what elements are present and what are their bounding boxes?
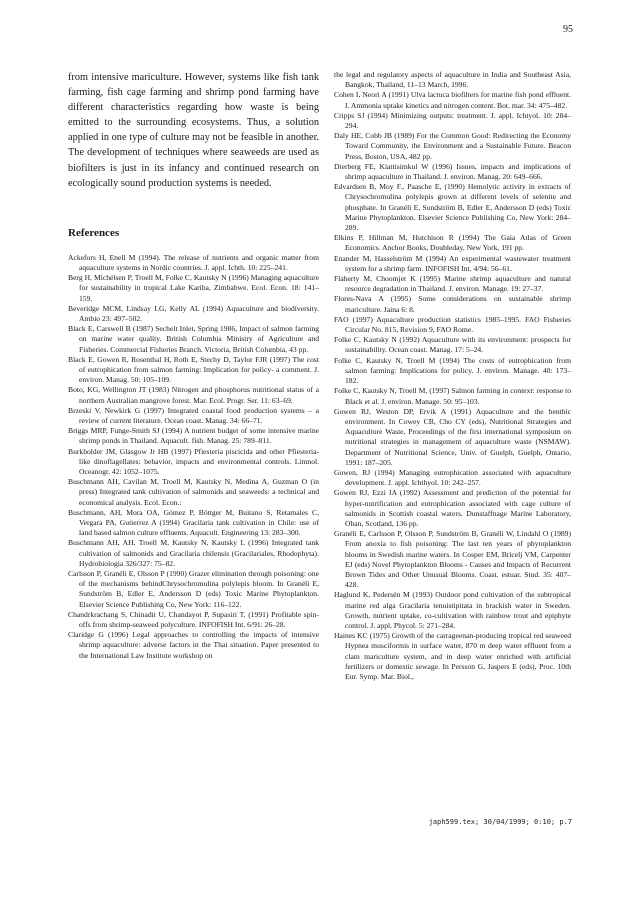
reference-entry: Boto, KG, Wellington JT (1983) Nitrogen and phosphorus nutritional status of a northern Australian mangrove forest. Mar. Ecol. Progr. Ser. 11: 63–69. — [68, 385, 319, 405]
reference-entry: Briggs MRP, Funge-Smith SJ (1994) A nutrient budget of some intensive marine shrimp ponds in Thailand. Aquacult. fish. Manag. 25: 789–811. — [68, 426, 319, 446]
reference-entry: Gowen, RJ (1994) Managing eutrophication associated with aquaculture development. J. appl. Ichthyol. 10: 242–257. — [334, 467, 571, 488]
reference-entry: Daly HE, Cobb JB (1989) For the Common Good: Redirecting the Economy Toward Community, the Environment and a Sustainable Future. Beacon Press, Boston, USA, 482 pp. — [334, 131, 571, 161]
reference-entry: Elkins P, Hillman M, Hutchison R (1994) The Gaia Atlas of Green Economics. Anchor Books, Doubleday, New York, 191 pp. — [334, 233, 571, 253]
reference-entry: Cohen I, Neori A (1991) Ulva lactuca biofilters for marine fish pond effluent. I. Ammonia uptake kinetics and nitrogen content. Bot. mar. 34: 475–482. — [334, 90, 571, 110]
right-column — [334, 70, 571, 682]
reference-entry: Enander M, Hasselström M (1994) An experimental wastewater treatment system for a shrimp farm. INFOFISH Int. 4/94: 56–61. — [334, 253, 571, 273]
reference-entry: Haglund K, Pedersén M (1993) Outdoor pond cultivation of the subtropical marine red alga Gracilaria tenuistipitata in brackish water in Sweden. Growth, nutrient uptake, co-cultivation with rainbow trout and epiphyte control. J. appl. Phycol. 5: 271–284. — [334, 590, 571, 630]
reference-entry: Flores-Nava A (1995) Some considerations on sustainable shrimp mariculture. Jaina 6: 8. — [334, 294, 571, 314]
reference-entry: Granéli E, Carlsson P, Olsson P, Sundström B, Granéli W, Lindahl O (1989) From anoxia to fish poisoning: The last ten years of phytoplankton blooms in Swedish marine waters. In Cosper EM, Bricelj VM, Carpenter EJ (eds) Novel Phytoplankton Blooms - Causes and Impacts of Recurrent Brown Tides and Other Unusual Blooms. Coast. estuar. Stud. 35: 407–428. — [334, 529, 571, 590]
reference-entry: Claridge G (1996) Legal approaches to controlling the impacts of intensive shrimp aquaculture: adverse factors in the Thai situation. Paper presented to the International Law Institute workshop on — [68, 630, 319, 660]
reference-entry: Folke C, Kautsky N, Troell M, (1997) Salmon farming in context: response to Black et al. J. environ. Manage. 50: 95–103. — [334, 386, 571, 406]
right-reference-list — [334, 70, 571, 682]
reference-entry: Folke C, Kautsky N, Troell M (1994) The costs of eutrophication from salmon farming: Implications for policy. J. environ. Manage. 40: 173–182. — [334, 355, 571, 386]
reference-entry: Dierberg FE, Kiattisimkul W (1996) Issues, impacts and implications of shrimp aquaculture in Thailand. J. environ. Manag. 20: 649–666. — [334, 161, 571, 182]
reference-entry: Carlsson P, Granéli E, Olsson P (1990) Grazer elimination through poisoning: one of the mechanisms behindChrysochromulina polylepis bloom. In Granéli E, Sundström B, Edler E, Andersson D (eds) Toxic Marine Phytoplankton. Elsevier Science Publishing Co, New York: 116–122. — [68, 569, 319, 609]
reference-entry: FAO (1997) Aquaculture production statistics 1985–1995. FAO Fisheries Circular No. 815, Revision 9, FAO Rome. — [334, 314, 571, 335]
page-number: 95 — [563, 24, 573, 35]
intro-paragraph: from intensive mariculture. However, systems like fish tank farming, fish cage farming and shrimp pond farming have different characteristics regarding how waste is being emitted to the surrounding ecosystems. Thus, a solution applied in one type of culture may not be feasible in another. The development of techniques where seaweeds are used as biofilters is just in its infancy and continued research on ecologically sound production systems is needed. — [68, 72, 319, 189]
left-column — [68, 70, 319, 661]
reference-entry: Beveridge MCM, Lindsay LG, Kelly AL (1994) Aquaculture and biodiversity. Ambio 23: 497–502. — [68, 303, 319, 323]
reference-entry: Berg H, Michélsen P, Troell M, Folke C, Kautsky N (1996) Managing aquaculture for sustainability in tropical Lake Kariba, Zimbabwe. Ecol. Econ. 18: 141–159. — [68, 273, 319, 303]
reference-entry: Black E, Carswell B (1987) Sechelt Inlet, Spring 1986, Impact of salmon farming on marine water quality. British Columbia Ministry of Agriculture and Fisheries. Commercial Fisheries Branch. Victoria, British Columbia, 43 pp. — [68, 324, 319, 354]
reference-entry: Buschmann, AH, Mora OA, Gómez P, Böttger M, Buitano S, Retamales C, Vergara PA, Gutierrez A (1994) Gracilaria tank cultivation in Chile: use of land based salmon culture effluents. Aquacult. Engineering 13: 283–300. — [68, 507, 319, 538]
reference-entry: Cripps SJ (1994) Minimizing outputs: treatment. J. appl. Ichtyol. 10: 284–294. — [334, 110, 571, 131]
reference-entry: Flaherty M, Choomjet K (1995) Marine shrimp aquaculture and natural resource degradation in Thailand. J. environ. Manage. 19: 27–37. — [334, 274, 571, 294]
references-heading: References — [68, 226, 120, 239]
reference-entry: Black E, Gowen R, Rosenthal H, Roth E, Stechy D, Taylor FJR (1997) The cost of eutrophication from salmon farming: Implication for policy- a comment. J. environ. Manag. 50: 105–109. — [68, 354, 319, 385]
reference-entry: Gowen RJ, Weston DP, Ervik A (1991) Aquaculture and the benthic environment. In Cowey CB, Cho CY (eds), Nutritional Strategies and Aquaculture Waste, Proceedings of the first international symposium on nutritional strategies in management of aquaculture waste (NSMAW). Department of Nutritional Science, Univ. of Guelph, Guelph, Ontario, 1991: 187–205. — [334, 406, 571, 467]
reference-entry: Ackefors H, Enell M (1994). The release of nutrients and organic matter from aquaculture systems in Nordic countries. J. appl. Ichth. 10: 225–241. — [68, 252, 319, 272]
page-footer: japh599.tex; 30/04/1999; 0:10; p.7 — [428, 818, 572, 826]
reference-entry: Gowen RJ, Ezzi IA (1992) Assessment and prediction of the potential for hyper-nutrification and eutrophication associated with cage culture of salmonids in Scottish coastal waters. Dunstaffnage Marine Laboratory, Oban, Scotland, 136 pp. — [334, 488, 571, 528]
reference-entry: Buschmann AH, Cavilan M, Troell M, Kautsky N, Medina A, Guzman O (in press) Integrated tank cultivation of salmonids and seaweeds: a technical and economical analysis. Ecol. Econ.: — [68, 477, 319, 507]
reference-entry: Chandrkrachang S, Chinadit U, Chandayot P, Supasiri T. (1991) Profitable spin-offs from shrimp-seaweed polyculture. INFOFISH Int. 6/91: 26–28. — [68, 609, 319, 630]
reference-entry: Burkholder JM, Glasgow Jr HB (1997) Pfiesteria piscicida and other Pfiesteria-like dinoflagellates: behavior, impacts and environmental controls. Limnol. Oceanogr. 42: 1052–1075. — [68, 446, 319, 477]
reference-entry: the legal and regulatory aspects of aquaculture in India and Southeast Asia, Bangkok, Thailand, 11–13 March, 1996. — [334, 70, 571, 90]
reference-entry: Buschmann AH, AH. Troell M, Kautsky N, Kautsky L (1996) Integrated tank cultivation of salmonids and Gracilaria chilensis (Gracilariales, Rhodophyta). Hydrobiologia 326/327: 75–82. — [68, 538, 319, 568]
reference-entry: Edvardsen B, Moy F., Paasche E, (1990) Hemolytic activity in extracts of Chrysochromulina polylepis grown at different levels of selenite and phosphate. In Granéli E, Sundström B, Edler E, Andersson D (eds) Toxic Marine Phytoplankton. Elsevier Science Publishing Co, New York: 284–289. — [334, 182, 571, 233]
left-reference-list — [68, 253, 319, 661]
reference-entry: Folke C, Kautsky N (1992) Aquaculture with its environment: prospects for sustainability. Ocean coast. Manag. 17: 5–24. — [334, 335, 571, 355]
reference-entry: Haines KC (1975) Growth of the carrageenan-producing tropical red seaweed Hypnea musciformis in surface water, 870 m deep water effluent from a clam mariculture system, and in deep water enriched with artificial fertilizers or domestic sewage. In Persson G, Jaspers E (eds), Proc. 10th Eur. Symp. Mar. Biol., — [334, 631, 571, 681]
reference-entry: Brzeski V, Newkirk G (1997) Integrated coastal food production systems – a review of current literature. Ocean coast. Manag. 34: 66–71. — [68, 405, 319, 425]
